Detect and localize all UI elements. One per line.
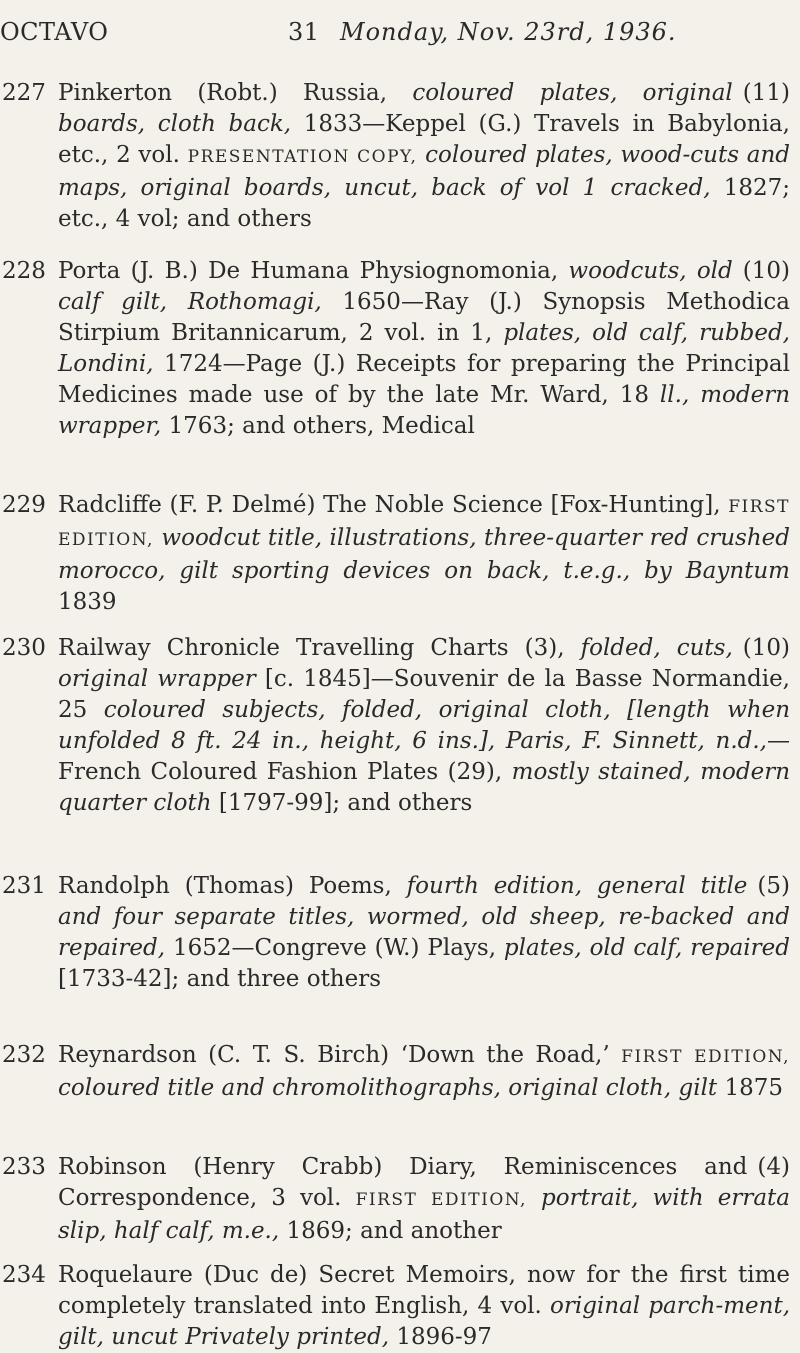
lot-text	[417, 142, 425, 168]
lot-text: mostly stained, modern quarter cloth	[58, 759, 791, 816]
lot-text: Railway Chronicle Travelling Charts (3),	[58, 635, 581, 661]
lot-text	[527, 1185, 541, 1211]
lot-text: 1724—Page (J.) Receipts for preparing the Principal Medicines made use of by the late Mr. Ward, 18	[58, 351, 790, 408]
lot-text: 1827; etc., 4 vol; and others	[58, 175, 791, 232]
page-number: 31	[288, 18, 320, 46]
lot-number: 231	[2, 873, 46, 899]
lot-text: 1839	[58, 589, 117, 615]
page-header	[0, 16, 800, 56]
lot-text: fourth edition, general title and four separate titles, wormed, old sheep, re-backed and repaired,	[58, 873, 790, 961]
lot-text: Porta (J. B.) De Humana Physiognomonia,	[58, 258, 569, 284]
sale-date: Monday, Nov. 23rd, 1936.	[340, 18, 677, 46]
lot-text: [1797-99]; and others	[211, 790, 473, 816]
lot-text: [c. 1845]—Souvenir de la Basse Normandie, 25	[58, 666, 790, 723]
lot-number: 228	[2, 258, 46, 284]
lot-text: FIRST EDITION,	[355, 1190, 527, 1210]
lot-text: Reynardson (C. T. S. Birch) ‘Down the Road,’	[58, 1042, 622, 1068]
lot-number: 233	[2, 1154, 46, 1180]
lot-text: woodcut title, illustrations, three-quarter red crushed morocco, gilt sporting devices on back, t.e.g., by Bayntum	[58, 525, 791, 584]
format-label: OCTAVO	[0, 18, 109, 46]
lot-text: coloured plates, original boards, cloth back,	[58, 80, 733, 137]
lot-description	[58, 633, 790, 819]
lot-text: PRESENTATION COPY,	[187, 147, 418, 167]
lot-text: [1733-42]; and three others	[58, 966, 382, 992]
lot-description	[58, 1152, 790, 1247]
lot-text: 1833—Keppel (G.) Travels in Babylonia, etc., 2 vol.	[58, 111, 790, 168]
lot-text: ll., modern wrapper,	[58, 382, 791, 439]
lot-text: FIRST EDITION,	[58, 497, 790, 550]
lot-number: 234	[2, 1262, 46, 1288]
lot-count: (10)	[742, 635, 790, 661]
lot-text: 1650—Ray (J.) Synopsis Methodica Stirpium Britannicarum, 2 vol. in 1,	[58, 289, 790, 346]
lot-description	[58, 871, 790, 995]
lot-number: 230	[2, 635, 46, 661]
lot-text: original parch-ment, gilt, uncut	[58, 1293, 791, 1350]
lot-text: Roquelaure (Duc de) Secret Memoirs, now for the first time completely translated into English, 4 vol.	[58, 1262, 790, 1319]
lot-count: (5)	[757, 873, 790, 899]
lot-description	[58, 1260, 790, 1353]
lot-text: Pinkerton (Robt.) Russia,	[58, 80, 413, 106]
lot-text: plates, old calf, rubbed, Londini,	[58, 320, 790, 377]
lot-text: woodcuts, old calf gilt, Rothomagi,	[58, 258, 733, 315]
lot-count: (11)	[742, 80, 790, 106]
lot-text: 1763; and others, Medical	[161, 413, 475, 439]
lot-number: 232	[2, 1042, 46, 1068]
lot-text: coloured subjects, folded, original cloth, [length when unfolded 8 ft. 24 in., height, 6 ins.], Paris, F. Sinnett, n.d.,	[58, 697, 791, 754]
lot-count: (4)	[757, 1154, 790, 1180]
lot-text: Robinson (Henry Crabb) Diary, Reminiscences and Correspondence, 3 vol.	[58, 1154, 748, 1211]
lot-description	[58, 1040, 790, 1104]
lot-text: Radcliffe (F. P. Delmé) The Noble Science [Fox-Hunting],	[58, 492, 729, 518]
lot-text: 1652—Congreve (W.) Plays,	[165, 935, 504, 961]
lot-text: 1869; and another	[279, 1218, 502, 1244]
lot-description	[58, 490, 790, 618]
lot-description	[58, 78, 790, 235]
lot-text: folded, cuts, original wrapper	[58, 635, 733, 692]
lot-text: coloured title and chromolithographs, original cloth, gilt	[58, 1075, 718, 1101]
lot-number: 229	[2, 492, 46, 518]
lot-text: —French Coloured Fashion Plates (29),	[58, 728, 790, 785]
lot-number: 227	[2, 80, 46, 106]
lot-text: FIRST EDITION,	[621, 1047, 791, 1067]
lot-description	[58, 256, 790, 442]
lot-text: coloured plates, wood-cuts and maps, original boards, uncut, back of vol 1 cracked,	[58, 142, 790, 201]
lot-text: Privately printed,	[185, 1324, 390, 1350]
lot-text: 1875	[717, 1075, 784, 1101]
lot-text: portrait, with errata slip, half calf, m.e.,	[58, 1185, 790, 1244]
lot-count: (10)	[742, 258, 790, 284]
lot-text: plates, old calf, repaired	[503, 935, 790, 961]
lot-text: 1896-97	[389, 1324, 492, 1350]
lot-text: Randolph (Thomas) Poems,	[58, 873, 407, 899]
